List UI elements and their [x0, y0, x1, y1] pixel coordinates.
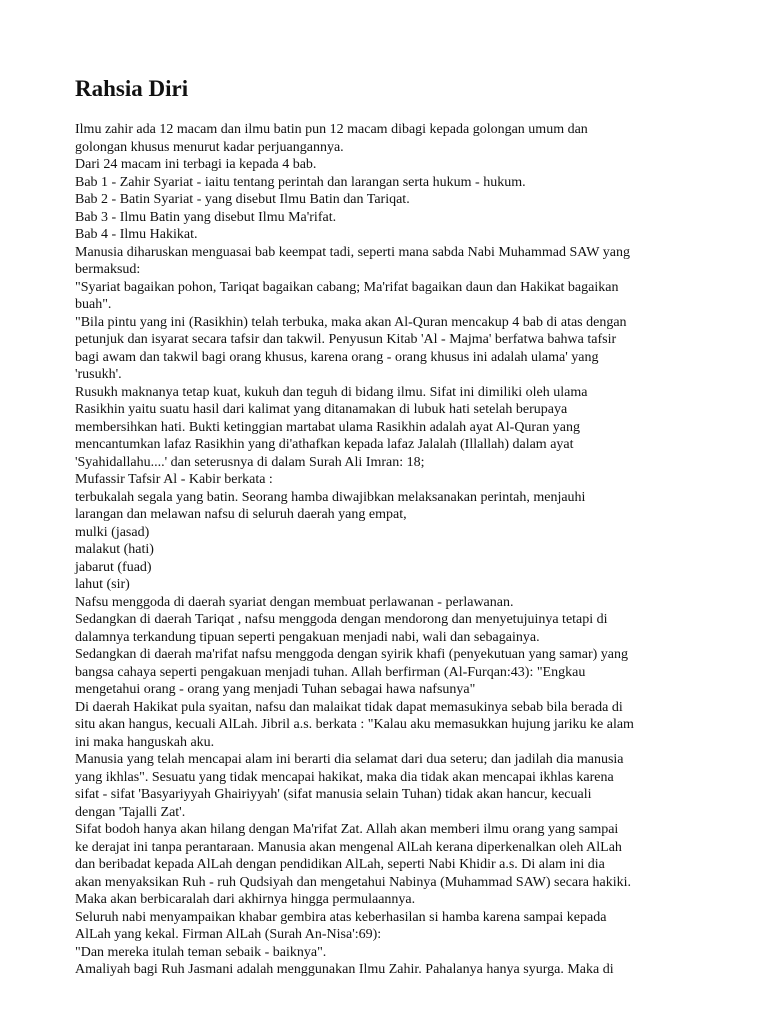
text-line: Rusukh maknanya tetap kuat, kukuh dan teguh di bidang ilmu. Sifat ini dimiliki oleh ulama: [75, 384, 588, 400]
text-line: Bab 3 - Ilmu Batin yang disebut Ilmu Ma'rifat.: [75, 209, 337, 225]
text-line: jabarut (fuad): [75, 559, 152, 575]
text-line: dalamnya terkandung tipuan seperti pengakuan menjadi nabi, wali dan sebagainya.: [75, 629, 540, 645]
text-line: 'Syahidallahu....' dan seterusnya di dalam Surah Ali Imran: 18;: [75, 454, 425, 470]
text-line: petunjuk dan isyarat secara tafsir dan takwil. Penyusun Kitab 'Al - Majma' berfatwa bahwa tafsir: [75, 332, 617, 347]
text-line: Amaliyah bagi Ruh Jasmani adalah menggunakan Ilmu Zahir. Pahalanya hanya syurga. Maka di: [75, 962, 614, 977]
text-line: mulki (jasad): [75, 524, 150, 540]
text-line: Sedangkan di daerah Tariqat , nafsu menggoda dengan mendorong dan menyetujuinya tetapi di: [75, 612, 608, 627]
text-line: golongan khusus menurut kadar perjuangannya.: [75, 139, 344, 155]
text-line: Bab 1 - Zahir Syariat - iaitu tentang perintah dan larangan serta hukum - hukum.: [75, 174, 526, 190]
text-line: Ilmu zahir ada 12 macam dan ilmu batin pun 12 macam dibagi kepada golongan umum dan: [75, 122, 588, 137]
text-line: AlLah yang kekal. Firman AlLah (Surah An-Nisa':69):: [75, 927, 382, 942]
text-line: Dari 24 macam ini terbagi ia kepada 4 bab.: [75, 157, 317, 172]
text-line: buah".: [75, 297, 112, 312]
text-line: Sedangkan di daerah ma'rifat nafsu menggoda dengan syirik khafi (penyekutuan yang samar) yang: [75, 647, 628, 662]
text-line: membersihkan hati. Bukti ketinggian martabat ulama Rasikhin adalah ayat Al-Quran yang: [75, 419, 581, 435]
text-line: Di daerah Hakikat pula syaitan, nafsu dan malaikat tidak dapat memasukinya sebab bila berada di: [75, 699, 623, 715]
text-line: Sifat bodoh hanya akan hilang dengan Ma'rifat Zat. Allah akan memberi ilmu orang yang sampai: [75, 822, 619, 837]
text-line: "Syariat bagaikan pohon, Tariqat bagaikan cabang; Ma'rifat bagaikan daun dan Hakikat bagaikan: [75, 279, 619, 295]
text-line: "Dan mereka itulah teman sebaik - baiknya".: [75, 944, 327, 960]
text-line: mencantumkan lafaz Rasikhin yang di'athafkan kepada lafaz Jalalah (Illallah) dalam ayat: [75, 437, 574, 452]
text-line: situ akan hangus, kecuali AlLah. Jibril a.s. berkata : "Kalau aku memasukkan hujung jariku ke alam: [75, 717, 634, 732]
text-line: Manusia diharuskan menguasai bab keempat tadi, seperti mana sabda Nabi Muhammad SAW yang: [75, 244, 630, 260]
text-line: lahut (sir): [75, 577, 130, 592]
text-line: Mufassir Tafsir Al - Kabir berkata :: [75, 472, 273, 487]
text-line: "Bila pintu yang ini (Rasikhin) telah terbuka, maka akan Al-Quran mencakup 4 bab di atas dengan: [75, 314, 627, 330]
page-title: Rahsia Diri: [75, 76, 189, 101]
text-line: bangsa cahaya seperti pengakuan menjadi tuhan. Allah berfirman (Al-Furqan:43): "Engkau: [75, 664, 586, 680]
text-line: 'rusukh'.: [75, 367, 122, 382]
text-line: ke derajat ini tanpa perantaraan. Manusia akan mengenal AlLah kerana diperkenalkan oleh AlLah: [75, 839, 622, 855]
text-line: bermaksud:: [75, 262, 141, 277]
text-line: Maka akan berbicaralah dari akhirnya hingga permulaannya.: [75, 892, 416, 907]
text-line: sifat - sifat 'Basyariyyah Ghairiyyah' (sifat manusia selain Tuhan) tidak akan hancur, kecuali: [75, 787, 592, 802]
text-line: ini maka hanguskah aku.: [75, 734, 215, 750]
text-line: mengetahui orang - orang yang menjadi Tuhan sebagai hawa nafsunya": [75, 682, 476, 697]
text-line: Nafsu menggoda di daerah syariat dengan membuat perlawanan - perlawanan.: [75, 594, 514, 610]
text-line: yang ikhlas". Sesuatu yang tidak mencapai hakikat, maka dia tidak akan mencapai ikhlas karena: [75, 769, 614, 785]
text-line: dengan 'Tajalli Zat'.: [75, 804, 186, 820]
text-line: terbukalah segala yang batin. Seorang hamba diwajibkan melaksanakan perintah, menjauhi: [75, 489, 586, 505]
text-line: dan beribadat kepada AlLah dengan pendidikan AlLah, seperti Nabi Khidir a.s. Di alam ini dia: [75, 857, 605, 872]
text-line: Seluruh nabi menyampaikan khabar gembira atas keberhasilan si hamba karena sampai kepada: [75, 909, 607, 925]
text-line: Manusia yang telah mencapai alam ini berarti dia selamat dari dua seteru; dan jadilah dia manusia: [75, 752, 624, 767]
text-line: larangan dan melawan nafsu di seluruh daerah yang empat,: [75, 507, 407, 522]
text-line: bagi awam dan takwil bagi orang khusus, karena orang - orang khusus ini adalah ulama' yang: [75, 349, 599, 365]
text-line: Bab 2 - Batin Syariat - yang disebut Ilmu Batin dan Tariqat.: [75, 192, 410, 207]
text-line: Rasikhin yaitu suatu hasil dari kalimat yang ditanamakan di lubuk hati setelah berupaya: [75, 402, 568, 417]
text-line: Bab 4 - Ilmu Hakikat.: [75, 227, 198, 242]
text-line: akan menyaksikan Ruh - ruh Qudsiyah dan mengetahui Nabinya (Muhammad SAW) secara hakiki.: [75, 874, 632, 890]
text-line: malakut (hati): [75, 542, 154, 557]
document-body: [75, 121, 695, 979]
